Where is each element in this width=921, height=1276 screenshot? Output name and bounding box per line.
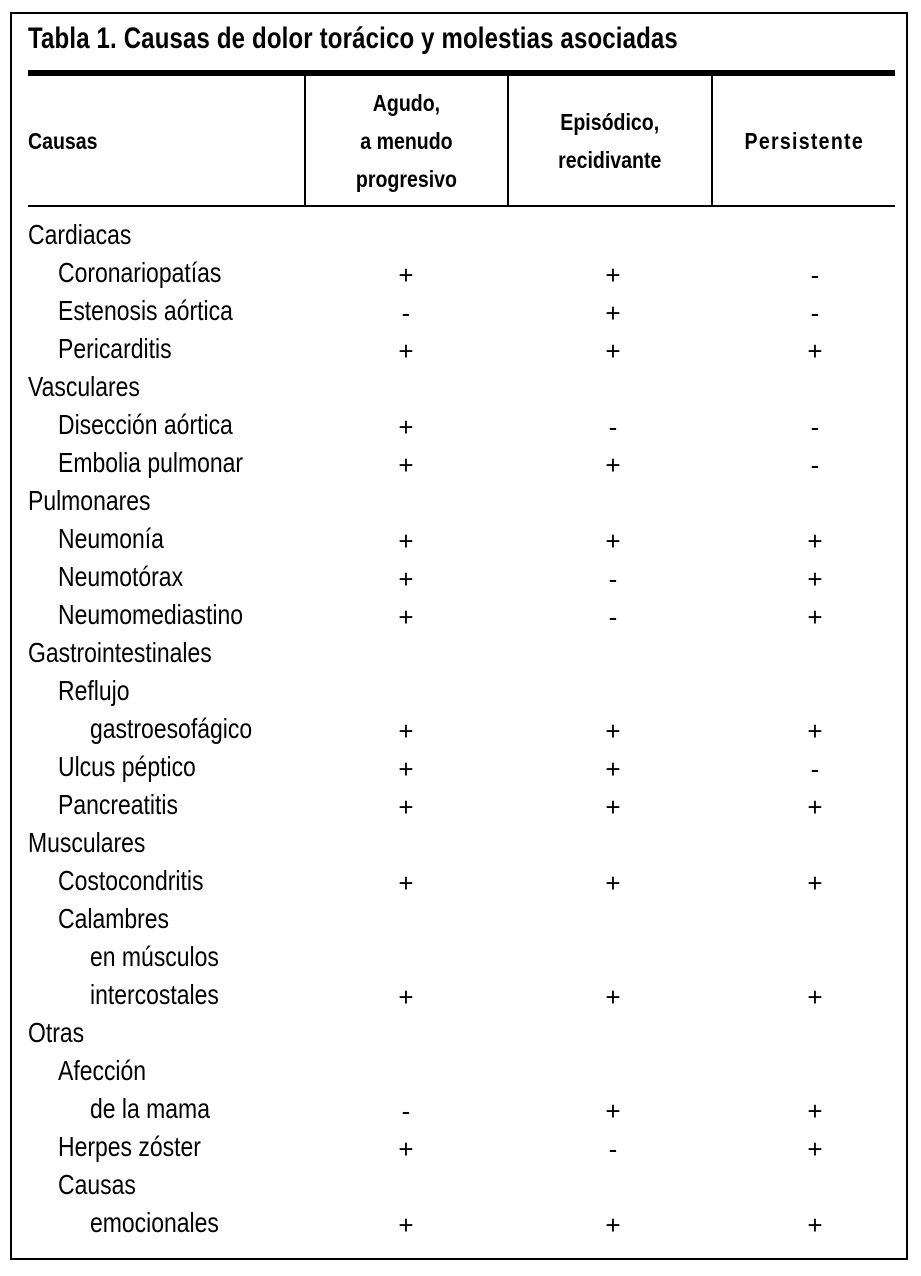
mark-persistente: + [807,982,823,1012]
cause-label: Neumotórax [58,561,184,592]
table-row [0,672,921,710]
cause-label: Causas [58,1169,136,1200]
header-episodico-line: recidivante [558,146,662,173]
header-causas: Causas [28,127,98,154]
category-row [0,824,921,862]
table-title: Tabla 1. Causas de dolor torácico y molestias asociadas [28,22,678,55]
cause-label: emocionales [90,1207,219,1238]
mark-agudo: + [398,336,414,366]
mark-episodico: + [605,1210,621,1240]
cause-label: Herpes zóster [58,1131,201,1162]
table-row [0,330,921,368]
mark-persistente: + [807,792,823,822]
mark-persistente: + [807,1096,823,1126]
mark-persistente: + [807,602,823,632]
table-row [0,862,921,900]
mark-episodico: + [605,716,621,746]
header-rule [28,205,895,207]
mark-episodico: + [605,792,621,822]
mark-agudo: + [398,260,414,290]
mark-episodico: + [605,982,621,1012]
table-row [0,406,921,444]
mark-episodico: + [605,526,621,556]
cause-label: Ulcus péptico [58,751,196,782]
category-label: Otras [28,1017,85,1048]
table-row [0,900,921,938]
table-row [0,938,921,976]
mark-agudo: + [398,754,414,784]
category-label: Vasculares [28,371,140,402]
header-agudo-line: a menudo [360,127,453,154]
cause-label: Calambres [58,903,170,934]
cause-label: Costocondritis [58,865,204,896]
mark-agudo: + [398,1210,414,1240]
table-row [0,558,921,596]
mark-persistente: - [810,260,820,290]
cause-label: Afección [58,1055,147,1086]
mark-persistente: - [810,412,820,442]
cause-label: Pericarditis [58,333,172,364]
mark-persistente: + [807,336,823,366]
mark-persistente: + [807,716,823,746]
mark-episodico: - [608,1134,618,1164]
mark-agudo: + [398,1134,414,1164]
cause-label: Estenosis aórtica [58,295,233,326]
mark-episodico: - [608,602,618,632]
category-row [0,1014,921,1052]
mark-episodico: + [605,868,621,898]
mark-agudo: + [398,716,414,746]
table-row [0,710,921,748]
mark-persistente: + [807,1134,823,1164]
mark-agudo: + [398,526,414,556]
mark-persistente: - [810,298,820,328]
mark-agudo: + [398,982,414,1012]
cause-label: de la mama [90,1093,210,1124]
cause-label: Pancreatitis [58,789,178,820]
cause-label: Coronariopatías [58,257,222,288]
table-row [0,748,921,786]
mark-episodico: + [605,336,621,366]
header-agudo [306,76,507,205]
mark-episodico: - [608,412,618,442]
category-label: Pulmonares [28,485,151,516]
category-label: Cardiacas [28,219,132,250]
cause-label: en músculos [90,941,219,972]
table-row [0,786,921,824]
mark-episodico: + [605,260,621,290]
mark-agudo: + [398,792,414,822]
mark-episodico: + [605,450,621,480]
cause-label: intercostales [90,979,219,1010]
table-row [0,292,921,330]
header-agudo-line: Agudo, [372,89,441,116]
mark-persistente: + [807,526,823,556]
category-row [0,634,921,672]
mark-agudo: - [401,1096,411,1126]
mark-agudo: + [398,868,414,898]
header-persistente: Persistente [744,127,864,154]
category-label: Gastrointestinales [28,637,212,668]
mark-episodico: - [608,564,618,594]
cause-label: Neumomediastino [58,599,244,630]
cause-label: Reflujo [58,675,130,706]
mark-persistente: + [807,564,823,594]
category-row [0,368,921,406]
mark-persistente: - [810,450,820,480]
mark-episodico: + [605,754,621,784]
mark-agudo: - [401,298,411,328]
mark-agudo: + [398,450,414,480]
cause-label: Neumonía [58,523,164,554]
header-agudo-line: progresivo [355,165,458,192]
table-row [0,1204,921,1242]
header-episodico-line: Episódico, [560,108,660,135]
table-row [0,1128,921,1166]
category-row [0,482,921,520]
table-row [0,596,921,634]
mark-agudo: + [398,564,414,594]
table-row [0,520,921,558]
category-row [0,216,921,254]
mark-agudo: + [398,602,414,632]
header-episodico [509,76,711,205]
mark-agudo: + [398,412,414,442]
table-row [0,254,921,292]
table-row [0,1166,921,1204]
mark-persistente: + [807,868,823,898]
mark-persistente: + [807,1210,823,1240]
cause-label: Disección aórtica [58,409,233,440]
table-row [0,1052,921,1090]
table-row [0,1090,921,1128]
mark-episodico: + [605,298,621,328]
cause-label: gastroesofágico [90,713,253,744]
category-label: Musculares [28,827,146,858]
table-row [0,444,921,482]
mark-persistente: - [810,754,820,784]
mark-episodico: + [605,1096,621,1126]
cause-label: Embolia pulmonar [58,447,244,478]
table-row [0,976,921,1014]
